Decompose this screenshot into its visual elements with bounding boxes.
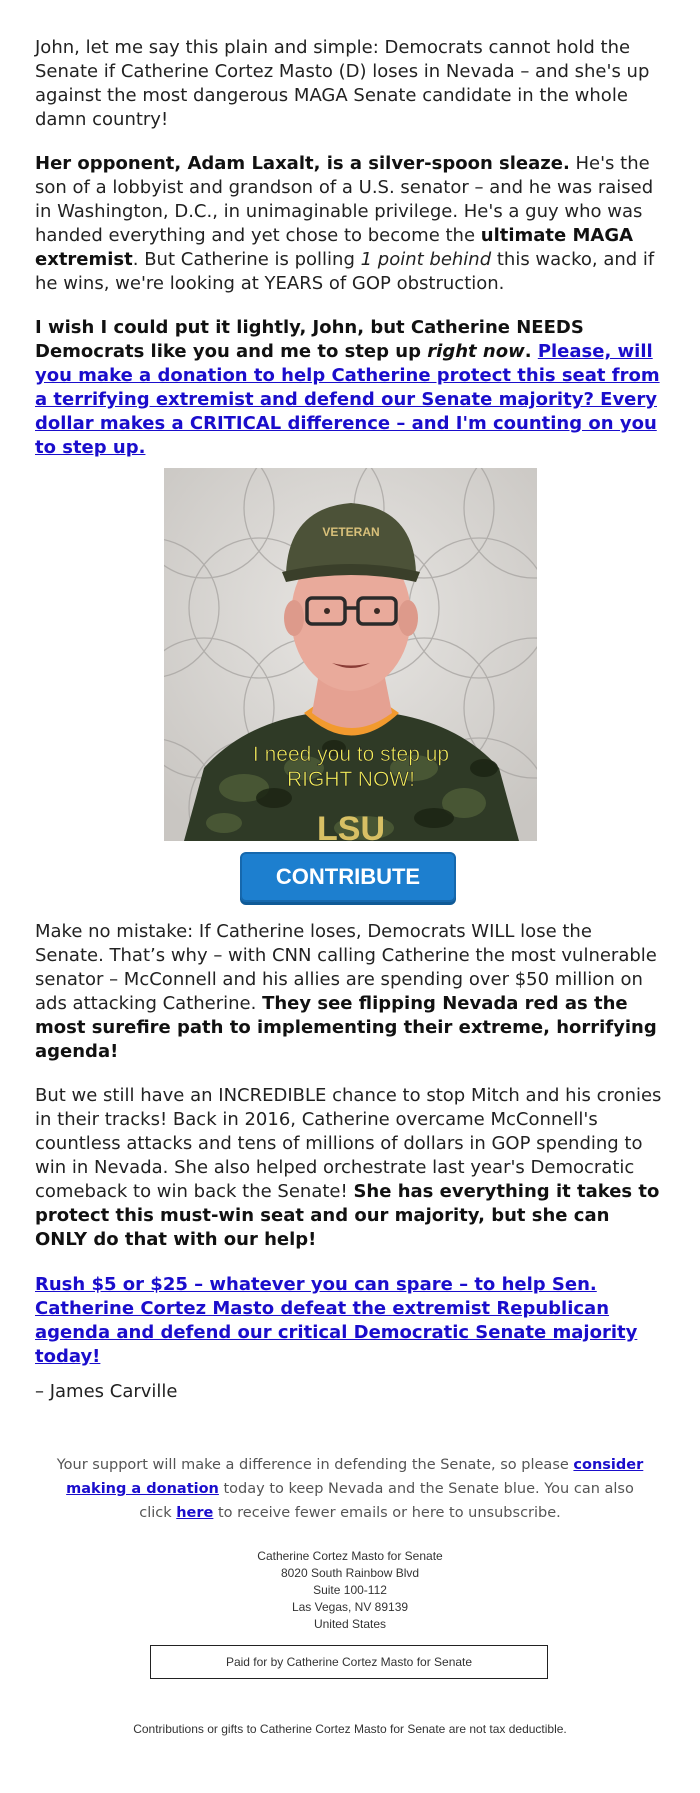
footer-note (50, 1453, 650, 1525)
footer-note-a: Your support will make a difference in defending the Senate, so please (56, 1457, 574, 1473)
paragraph-intro (35, 36, 665, 132)
opponent-bold-mid: ultimate MAGA extremist (35, 225, 634, 270)
video-gif-image[interactable] (164, 468, 537, 841)
donate-link-1[interactable]: Please, will you make a donation to help Catherine protect this seat from a terrifying extremist and defend our Senate majority? Every dollar makes a CRITICAL difference – and I'm counting on you to step up. (35, 341, 660, 458)
paragraph-chance (35, 1084, 665, 1252)
ask-bold-b: . (524, 341, 538, 362)
address-line: 8020 South Rainbow Blvd (280, 1566, 420, 1580)
address-line: Suite 100-112 (313, 1583, 387, 1597)
opponent-italic: 1 point behind (360, 249, 492, 270)
address-line: Las Vegas, NV 89139 (291, 1600, 409, 1614)
paragraph-opponent (35, 152, 665, 296)
ask-bold-a: I wish I could put it lightly, John, but Catherine NEEDS Democrats like you and me to step up (35, 317, 584, 362)
chance-text: But we still have an INCREDIBLE chance to stop Mitch and his cronies in their tracks! Back in 2016, Catherine overcame McConnell's countless attacks and tens of millions of dollars in GOP spending to win in Nevada. She also helped orchestrate last year's Democratic comeback to win back the Senate! (35, 1085, 662, 1202)
address-line: United States (313, 1617, 387, 1631)
address-line: Catherine Cortez Masto for Senate (257, 1549, 443, 1563)
ask-bold-italic: right now (427, 341, 525, 362)
opponent-text-a: He's the son of a lobbyist and grandson of a U.S. senator – and he was raised in Washington, D.C., in unimaginable privilege. He's a guy who was handed everything and yet chose to become the (35, 153, 654, 246)
paragraph-stakes (35, 920, 665, 1064)
opponent-bold-lead: Her opponent, Adam Laxalt, is a silver-spoon sleaze. (35, 153, 570, 174)
paragraph-ask (35, 316, 665, 460)
tax-disclaimer: Contributions or gifts to Catherine Cortez Masto for Senate are not tax deductible. (133, 1722, 567, 1736)
fewer-emails-link[interactable]: here (176, 1505, 214, 1521)
caption-line-2: RIGHT NOW! (287, 768, 415, 791)
signature (35, 1380, 665, 1404)
hat-text: VETERAN (322, 525, 380, 539)
caption-line-1: I need you to step up (252, 743, 450, 766)
chance-bold: She has everything it takes to protect this must-win seat and our majority, but she can ONLY do that with our help! (35, 1181, 660, 1250)
paragraph-intro-text: John, let me say this plain and simple: Democrats cannot hold the Senate if Catherine Cortez Masto (D) loses in Nevada – and she's up against the most dangerous MAGA Senate candidate in the whole damn country! (35, 37, 650, 130)
mailing-address (150, 1548, 550, 1633)
stakes-text: Make no mistake: If Catherine loses, Democrats WILL lose the Senate. That’s why – with CNN calling Catherine the most vulnerable senator – McConnell and his allies are spending over $50 million on ads attacking Catherine. (35, 921, 657, 1014)
consider-donation-link[interactable]: consider making a donation (66, 1457, 644, 1497)
portrait-illustration (164, 468, 537, 841)
paid-for-box: Paid for by Catherine Cortez Masto for Senate (150, 1645, 548, 1679)
footer-note-b: today to keep Nevada and the Senate blue. You can also click (139, 1481, 634, 1521)
stakes-bold: They see flipping Nevada red as the most surefire path to implementing their extreme, horrifying agenda! (35, 993, 657, 1062)
shirt-text: LSU (317, 810, 385, 841)
opponent-text-b: . But Catherine is polling (132, 249, 361, 270)
signature-text: – James Carville (35, 1381, 178, 1402)
footer-note-c: to receive fewer emails or here to unsubscribe. (213, 1505, 561, 1521)
opponent-text-c: this wacko, and if he wins, we're looking at YEARS of GOP obstruction. (35, 249, 655, 294)
paragraph-rush (35, 1273, 665, 1369)
donate-link-2[interactable]: Rush $5 or $25 – whatever you can spare – to help Sen. Catherine Cortez Masto defeat the extremist Republican agenda and defend our critical Democratic Senate majority today! (35, 1274, 638, 1367)
contribute-button[interactable]: CONTRIBUTE (240, 852, 456, 902)
